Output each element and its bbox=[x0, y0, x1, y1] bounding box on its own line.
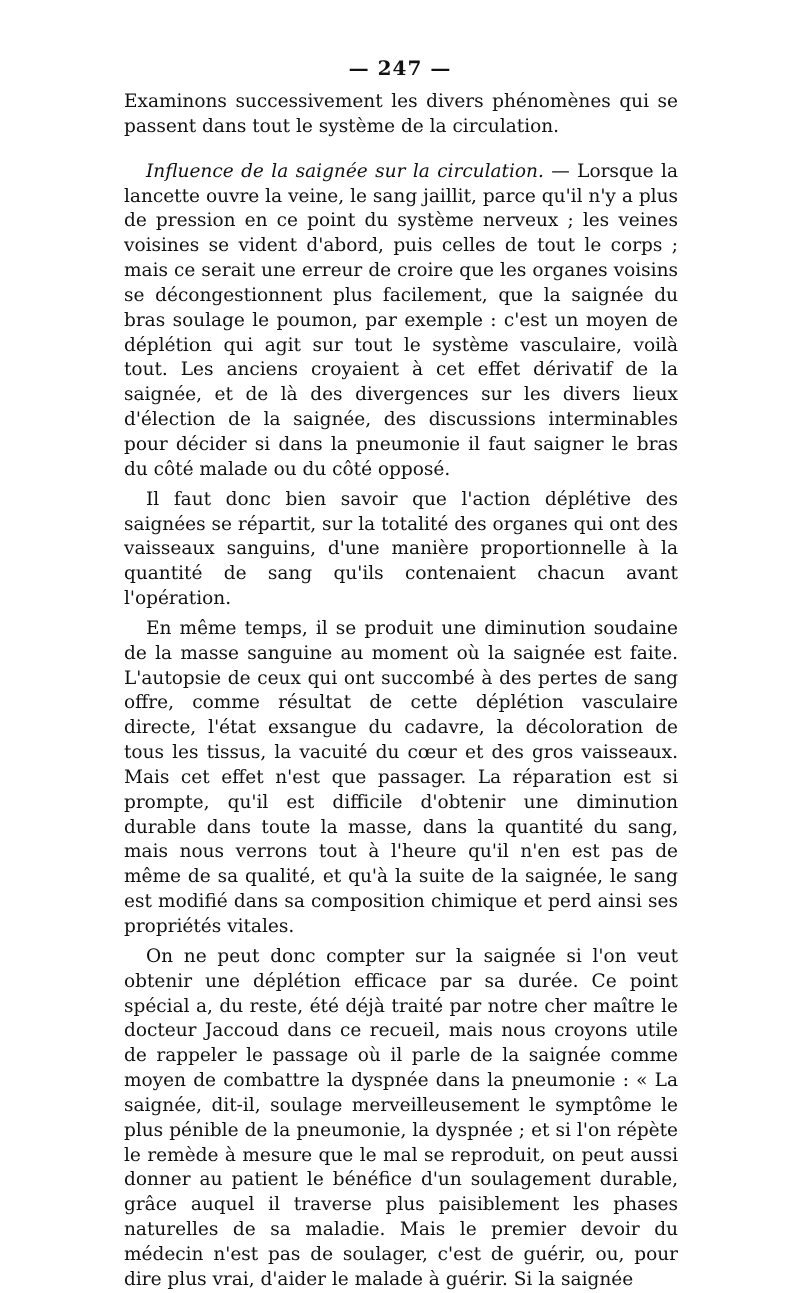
paragraph-action-depletive: Il faut donc bien savoir que l'action déplétive des saignées se répartit, sur la totalité des organes qui ont des vaisseaux sanguins, d'une manière proportionnelle à la quantité de sang qu'ils contenaient chacun avant l'opération. bbox=[124, 488, 678, 610]
paragraph-intro: Examinons successivement les divers phénomènes qui se passent dans tout le système de la circulation. bbox=[124, 91, 678, 137]
section-heading: Influence de la saignée sur la circulation. bbox=[146, 160, 544, 182]
page-number: — 247 — bbox=[348, 56, 452, 80]
body-text bbox=[124, 90, 678, 1293]
paragraph-diminution: En même temps, il se produit une diminution soudaine de la masse sanguine au moment où la saignée est faite. L'autopsie de ceux qui ont succombé à des pertes de sang offre, comme résultat de cette déplétion vasculaire directe, l'état exsangue du cadavre, la décoloration de tous les tissus, la vacuité du cœur et des gros vaisseaux. Mais cet effet n'est que passager. La réparation est si prompte, qu'il est difficile d'obtenir une diminution durable dans toute la masse, dans la quantité du sang, mais nous verrons tout à l'heure qu'il n'en est pas de même de sa qualité, et qu'à la suite de la saignée, le sang est modifié dans sa composition chimique et perd ainsi ses propriétés vitales. bbox=[124, 617, 678, 937]
paragraph-influence bbox=[124, 160, 678, 483]
paragraph-depletion-efficace: On ne peut donc compter sur la saignée si l'on veut obtenir une déplétion efficace par sa durée. Ce point spécial a, du reste, été déjà traité par notre cher maître le docteur Jaccoud dans ce recueil, mais nous croyons utile de rappeler le passage où il parle de la saignée comme moyen de combattre la dyspnée dans la pneumonie : « La saignée, dit-il, soulage merveilleusement le symptôme le plus pénible de la pneumonie, la dyspnée ; et si l'on répète le remède à mesure que le mal se reproduit, on peut aussi donner au patient le bénéfice d'un soulagement durable, grâce auquel il traverse plus paisiblement les phases naturelles de sa maladie. Mais le premier devoir du médecin n'est pas de soulager, c'est de guérir, ou, pour dire plus vrai, d'aider le malade à guérir. Si la saignée bbox=[124, 945, 678, 1290]
paragraph-influence-text: — Lorsque la lancette ouvre la veine, le sang jaillit, parce qu'il n'y a plus de pression en ce point du système nerveux ; les veines voisines se vident d'abord, puis celles de tout le corps ; mais ce serait une erreur de croire que les organes voisins se décongestionnent plus facilement, que la saignée du bras soulage le poumon, par exemple : c'est un moyen de déplétion qui agit sur tout le système vasculaire, voilà tout. Les anciens croyaient à cet effet dérivatif de la saignée, et de là des divergences sur les divers lieux d'élection de la saignée, des discussions interminables pour décider si dans la pneumonie il faut saigner le bras du côté malade ou du côté opposé. bbox=[124, 160, 678, 480]
